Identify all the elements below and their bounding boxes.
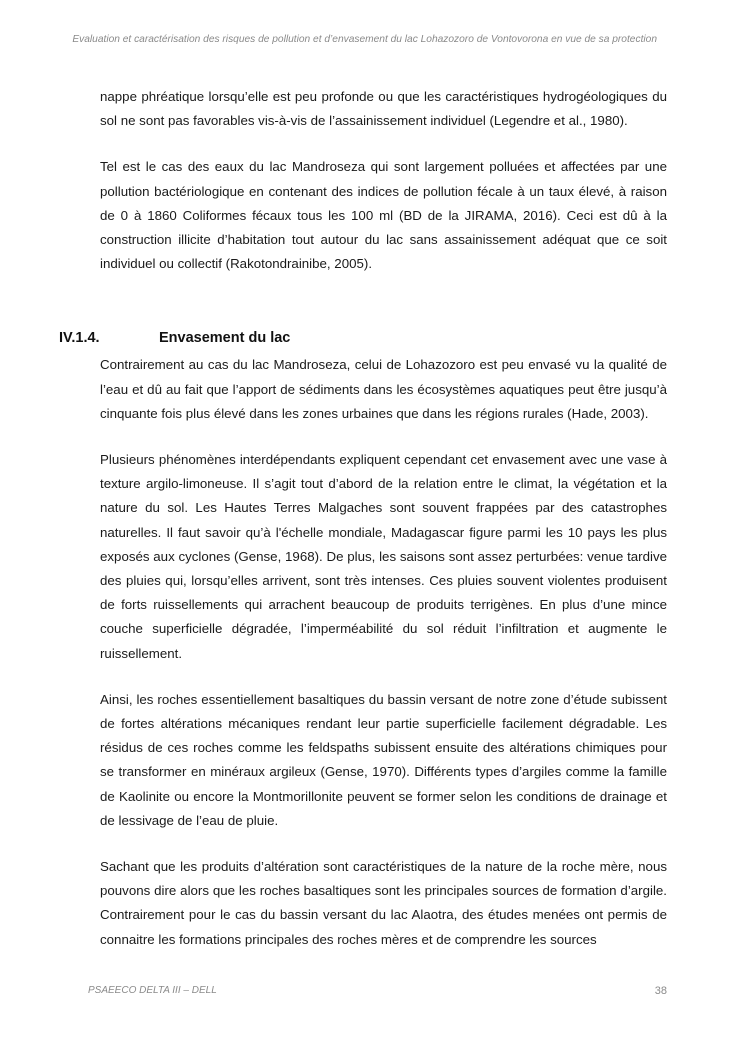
section-heading [59, 327, 667, 349]
section-number: IV.1.4. [59, 330, 100, 347]
running-header: Evaluation et caractérisation des risques de pollution et d’envasement du lac Lohazozoro de Vontovorona en vue de sa protection [72, 34, 657, 45]
paragraph-3: Contrairement au cas du lac Mandroseza, celui de Lohazozoro est peu envasé vu la qualité de l’eau et dû au fait que l’apport de sédiments dans les écosystèmes aquatiques peut être jusqu’à cinquante fois plus élevé dans les zones urbaines que dans les régions rurales (Hade, 2003). [100, 357, 667, 421]
paragraph-4: Plusieurs phénomènes interdépendants expliquent cependant cet envasement avec une vase à texture argilo-limoneuse. Il s’agit tout d’abord de la relation entre le climat, la végétation et la nature du sol. Les Hautes Terres Malgaches sont souvent frappées par des catastrophes naturelles. Il faut savoir qu’à l'échelle mondiale, Madagascar figure parmi les 10 pays les plus exposés aux cyclones (Gense, 1968). De plus, les saisons sont assez perturbées: venue tardive des pluies qui, lorsqu’elles arrivent, sont très intenses. Ces pluies souvent violentes produisent de forts ruissellements qui arrachent beaucoup de produits terrigènes. En plus d’une mince couche superficielle dégradée, l’imperméabilité du sol réduit l’infiltration et augmente le ruissellement. [100, 452, 667, 661]
page-footer [88, 985, 667, 999]
footer-label: PSAEECO DELTA III – DELL [88, 985, 217, 996]
paragraph-2: Tel est le cas des eaux du lac Mandroseza qui sont largement polluées et affectées par une pollution bactériologique en contenant des indices de pollution fécale à un taux élevé, à raison de 0 à 1860 Coliformes fécaux tous les 100 ml (BD de la JIRAMA, 2016). Ceci est dû à la construction illicite d’habitation tout autour du lac sans assainissement adéquat que ce soit individuel ou collectif (Rakotondrainibe, 2005). [100, 159, 667, 272]
page-body [59, 85, 667, 974]
page-number: 38 [654, 985, 667, 997]
section-spacer [100, 298, 667, 309]
paragraph-1: nappe phréatique lorsqu’elle est peu profonde ou que les caractéristiques hydrogéologiques du sol ne sont pas favorables vis-à-vis de l’assainissement individuel (Legendre et al., 1980). [100, 89, 667, 129]
section-title: Envasement du lac [159, 330, 291, 347]
paragraph-5: Ainsi, les roches essentiellement basaltiques du bassin versant de notre zone d’étude subissent de fortes altérations mécaniques rendant leur partie superficielle facilement dégradable. Les résidus de ces roches comme les feldspaths subissent ensuite des altérations chimiques pour se transformer en minéraux argileux (Gense, 1970). Différents types d’argiles comme la famille de Kaolinite ou encore la Montmorillonite peuvent se former selon les conditions de drainage et de lessivage de l’eau de pluie. [100, 691, 667, 828]
paragraph-6: Sachant que les produits d’altération sont caractéristiques de la nature de la roche mère, nous pouvons dire alors que les roches basaltiques sont les principales sources de formation d’argile. Contrairement pour le cas du bassin versant du lac Alaotra, des études menées ont permis de connaitre les formations principales des roches mères et de comprendre les sources [100, 859, 667, 947]
